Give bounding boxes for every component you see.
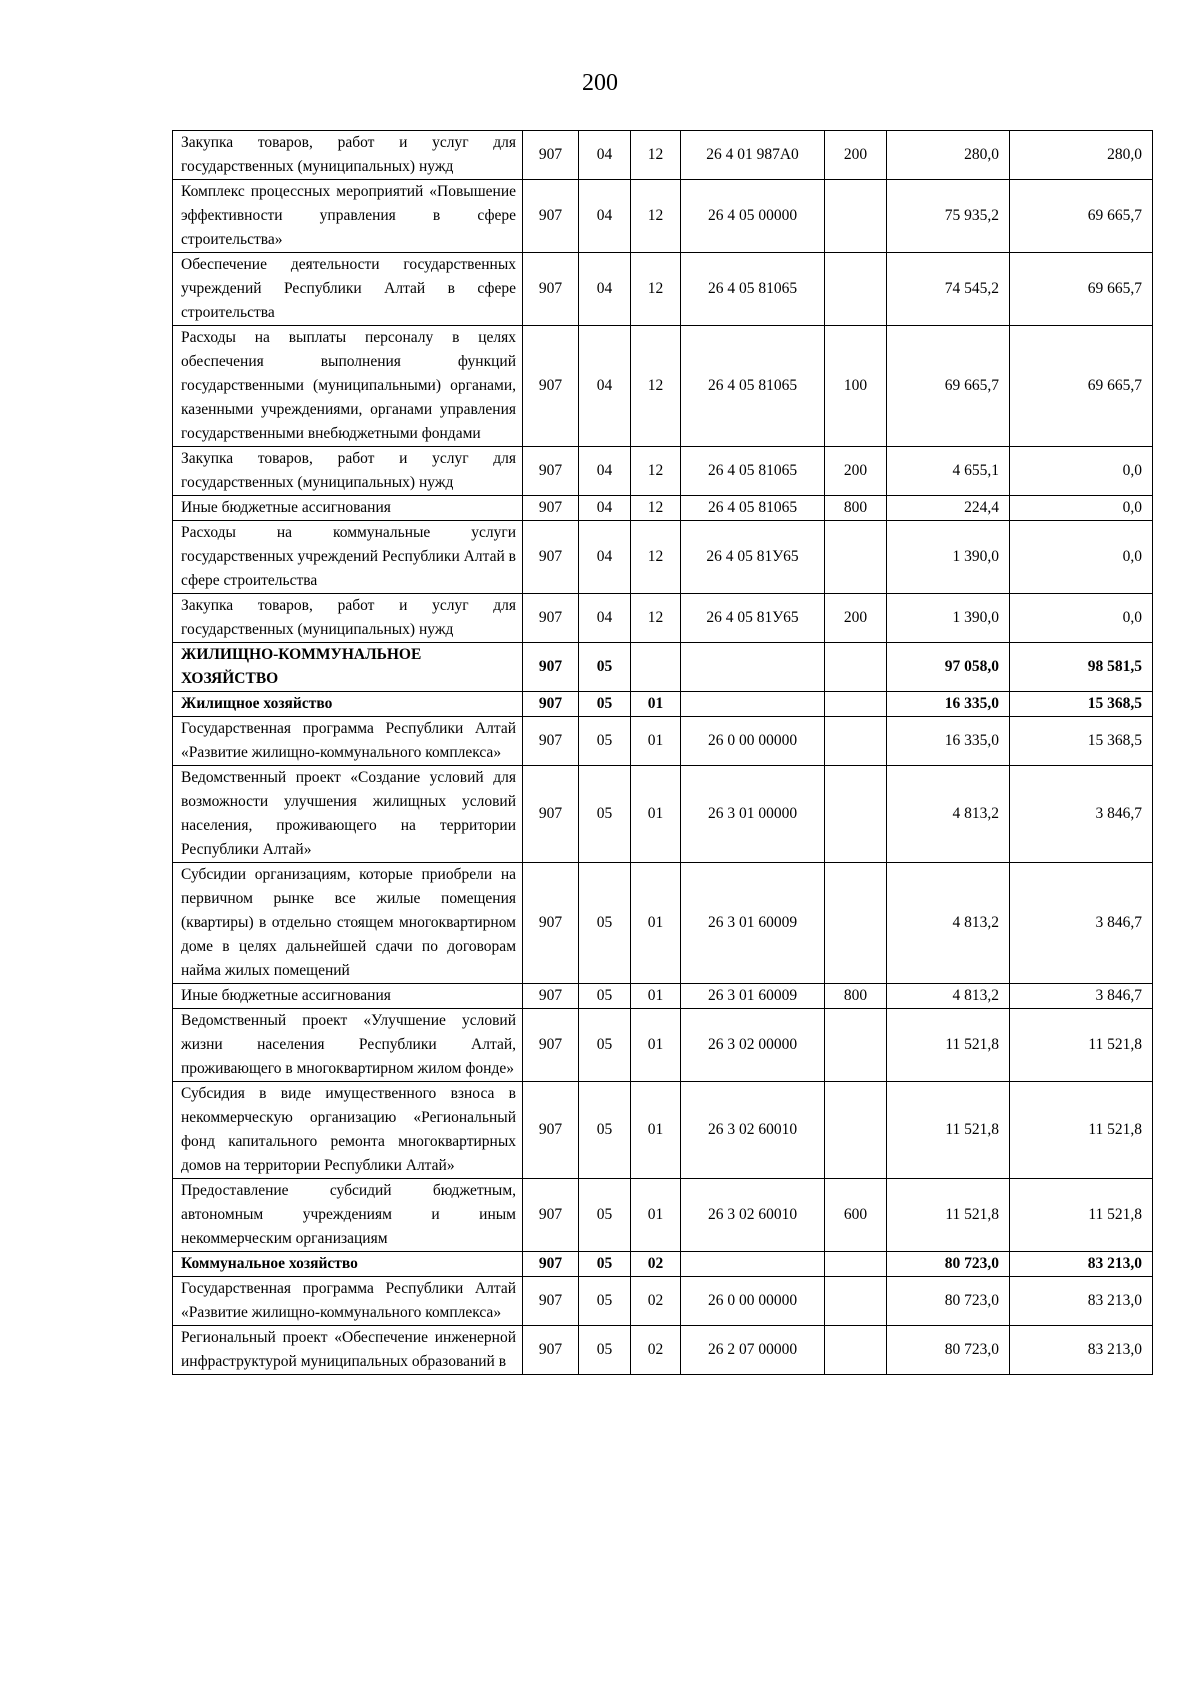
- row-csr-cell: 26 3 02 00000: [681, 1009, 825, 1082]
- row-name-cell: Иные бюджетные ассигнования: [173, 496, 523, 521]
- row-pr-cell: 12: [631, 253, 681, 326]
- row-name-cell: Коммунальное хозяйство: [173, 1252, 523, 1277]
- table-row: [173, 326, 1153, 447]
- row-sum-2024-cell: 80 723,0: [887, 1252, 1010, 1277]
- row-csr-cell: 26 3 02 60010: [681, 1179, 825, 1252]
- row-sum-2024-cell: 224,4: [887, 496, 1010, 521]
- row-rz-cell: 05: [579, 717, 631, 766]
- row-sum-2025-cell: 0,0: [1010, 594, 1153, 643]
- row-rz-cell: 04: [579, 496, 631, 521]
- row-name-cell: Расходы на выплаты персоналу в целях обеспечения выполнения функций государственными (муниципальными) органами, казенными учреждениями, органами управления государственными внебюджетными фондами: [173, 326, 523, 447]
- row-name-cell: Закупка товаров, работ и услуг для государственных (муниципальных) нужд: [173, 447, 523, 496]
- row-sum-2024-cell: 4 813,2: [887, 984, 1010, 1009]
- row-gr-cell: 907: [523, 1252, 579, 1277]
- row-sum-2024-cell: 80 723,0: [887, 1326, 1010, 1375]
- row-sum-2024-cell: 97 058,0: [887, 643, 1010, 692]
- row-csr-cell: 26 4 05 81065: [681, 496, 825, 521]
- row-csr-cell: 26 4 05 00000: [681, 180, 825, 253]
- row-pr-cell: 01: [631, 1082, 681, 1179]
- row-sum-2025-cell: 3 846,7: [1010, 984, 1153, 1009]
- row-pr-cell: 12: [631, 447, 681, 496]
- row-sum-2025-cell: 83 213,0: [1010, 1326, 1153, 1375]
- row-csr-cell: [681, 643, 825, 692]
- row-name-cell: Ведомственный проект «Создание условий для возможности улучшения жилищных условий населения, проживающего на территории Республики Алтай»: [173, 766, 523, 863]
- row-sum-2025-cell: 69 665,7: [1010, 180, 1153, 253]
- row-pr-cell: 01: [631, 1179, 681, 1252]
- row-rz-cell: 05: [579, 863, 631, 984]
- row-name-cell: Предоставление субсидий бюджетным, автономным учреждениям и иным некоммерческим организациям: [173, 1179, 523, 1252]
- row-gr-cell: 907: [523, 1009, 579, 1082]
- row-name-cell: Иные бюджетные ассигнования: [173, 984, 523, 1009]
- row-sum-2025-cell: 11 521,8: [1010, 1082, 1153, 1179]
- table-row: [173, 447, 1153, 496]
- row-name-cell: Обеспечение деятельности государственных учреждений Республики Алтай в сфере строительства: [173, 253, 523, 326]
- row-vr-cell: 600: [825, 1179, 887, 1252]
- row-name-cell: Государственная программа Республики Алтай «Развитие жилищно-коммунального комплекса»: [173, 717, 523, 766]
- row-vr-cell: [825, 521, 887, 594]
- table-body: [173, 131, 1153, 1375]
- row-pr-cell: 12: [631, 594, 681, 643]
- row-sum-2024-cell: 4 813,2: [887, 863, 1010, 984]
- row-gr-cell: 907: [523, 1082, 579, 1179]
- row-vr-cell: [825, 1082, 887, 1179]
- row-vr-cell: 200: [825, 594, 887, 643]
- row-sum-2025-cell: 83 213,0: [1010, 1277, 1153, 1326]
- row-rz-cell: 04: [579, 594, 631, 643]
- row-csr-cell: 26 0 00 00000: [681, 1277, 825, 1326]
- row-pr-cell: 02: [631, 1277, 681, 1326]
- row-sum-2024-cell: 11 521,8: [887, 1179, 1010, 1252]
- row-gr-cell: 907: [523, 253, 579, 326]
- row-vr-cell: [825, 863, 887, 984]
- row-sum-2024-cell: 4 655,1: [887, 447, 1010, 496]
- row-vr-cell: [825, 253, 887, 326]
- row-name-cell: Жилищное хозяйство: [173, 692, 523, 717]
- row-name-cell: Закупка товаров, работ и услуг для государственных (муниципальных) нужд: [173, 594, 523, 643]
- row-csr-cell: 26 4 05 81065: [681, 326, 825, 447]
- row-sum-2025-cell: 15 368,5: [1010, 717, 1153, 766]
- row-name-cell: Региональный проект «Обеспечение инженерной инфраструктурой муниципальных образований в: [173, 1326, 523, 1375]
- row-gr-cell: 907: [523, 1179, 579, 1252]
- row-rz-cell: 05: [579, 1277, 631, 1326]
- row-csr-cell: 26 4 05 81У65: [681, 594, 825, 643]
- table-row: [173, 253, 1153, 326]
- row-sum-2025-cell: 11 521,8: [1010, 1179, 1153, 1252]
- row-csr-cell: 26 3 01 60009: [681, 984, 825, 1009]
- row-vr-cell: [825, 766, 887, 863]
- row-csr-cell: [681, 1252, 825, 1277]
- row-rz-cell: 04: [579, 521, 631, 594]
- row-pr-cell: 12: [631, 521, 681, 594]
- row-vr-cell: 200: [825, 131, 887, 180]
- table-row: [173, 496, 1153, 521]
- row-vr-cell: [825, 643, 887, 692]
- table-row: [173, 1252, 1153, 1277]
- row-rz-cell: 04: [579, 131, 631, 180]
- row-gr-cell: 907: [523, 984, 579, 1009]
- row-csr-cell: 26 4 05 81065: [681, 447, 825, 496]
- row-gr-cell: 907: [523, 594, 579, 643]
- row-csr-cell: 26 4 05 81У65: [681, 521, 825, 594]
- row-name-cell: Комплекс процессных мероприятий «Повышение эффективности управления в сфере строительства»: [173, 180, 523, 253]
- table-row: [173, 766, 1153, 863]
- table-row: [173, 1277, 1153, 1326]
- table-row: [173, 1326, 1153, 1375]
- row-vr-cell: [825, 692, 887, 717]
- row-pr-cell: 12: [631, 326, 681, 447]
- row-sum-2025-cell: 0,0: [1010, 496, 1153, 521]
- table-row: [173, 180, 1153, 253]
- row-pr-cell: 12: [631, 180, 681, 253]
- row-sum-2024-cell: 11 521,8: [887, 1009, 1010, 1082]
- row-gr-cell: 907: [523, 863, 579, 984]
- row-sum-2025-cell: 11 521,8: [1010, 1009, 1153, 1082]
- row-name-cell: Расходы на коммунальные услуги государственных учреждений Республики Алтай в сфере строительства: [173, 521, 523, 594]
- row-csr-cell: 26 4 05 81065: [681, 253, 825, 326]
- row-rz-cell: 05: [579, 1082, 631, 1179]
- row-csr-cell: 26 3 01 00000: [681, 766, 825, 863]
- row-sum-2025-cell: 83 213,0: [1010, 1252, 1153, 1277]
- row-sum-2024-cell: 69 665,7: [887, 326, 1010, 447]
- row-gr-cell: 907: [523, 447, 579, 496]
- row-gr-cell: 907: [523, 766, 579, 863]
- row-csr-cell: 26 0 00 00000: [681, 717, 825, 766]
- table-row: [173, 1009, 1153, 1082]
- table-row: [173, 984, 1153, 1009]
- row-gr-cell: 907: [523, 326, 579, 447]
- row-sum-2024-cell: 80 723,0: [887, 1277, 1010, 1326]
- row-sum-2024-cell: 74 545,2: [887, 253, 1010, 326]
- row-sum-2025-cell: 3 846,7: [1010, 863, 1153, 984]
- row-rz-cell: 05: [579, 643, 631, 692]
- table-row: [173, 131, 1153, 180]
- row-name-cell: Закупка товаров, работ и услуг для государственных (муниципальных) нужд: [173, 131, 523, 180]
- row-vr-cell: 100: [825, 326, 887, 447]
- row-rz-cell: 05: [579, 692, 631, 717]
- row-pr-cell: 01: [631, 766, 681, 863]
- row-pr-cell: 01: [631, 692, 681, 717]
- row-pr-cell: 01: [631, 984, 681, 1009]
- row-sum-2024-cell: 1 390,0: [887, 594, 1010, 643]
- row-name-cell: Государственная программа Республики Алтай «Развитие жилищно-коммунального комплекса»: [173, 1277, 523, 1326]
- row-pr-cell: 01: [631, 1009, 681, 1082]
- row-rz-cell: 05: [579, 766, 631, 863]
- row-name-cell: Субсидии организациям, которые приобрели на первичном рынке все жилые помещения (квартиры) в отдельно стоящем многоквартирном доме в целях дальнейшей сдачи по договорам найма жилых помещений: [173, 863, 523, 984]
- table-row: [173, 521, 1153, 594]
- row-sum-2024-cell: 280,0: [887, 131, 1010, 180]
- table-row: [173, 643, 1153, 692]
- table-row: [173, 692, 1153, 717]
- table-row: [173, 594, 1153, 643]
- row-sum-2024-cell: 11 521,8: [887, 1082, 1010, 1179]
- page-number: 200: [582, 70, 618, 96]
- row-rz-cell: 04: [579, 180, 631, 253]
- row-pr-cell: [631, 643, 681, 692]
- row-rz-cell: 05: [579, 1326, 631, 1375]
- row-vr-cell: [825, 717, 887, 766]
- row-sum-2025-cell: 69 665,7: [1010, 326, 1153, 447]
- row-gr-cell: 907: [523, 131, 579, 180]
- row-rz-cell: 04: [579, 326, 631, 447]
- row-sum-2024-cell: 16 335,0: [887, 692, 1010, 717]
- row-gr-cell: 907: [523, 1277, 579, 1326]
- row-sum-2025-cell: 280,0: [1010, 131, 1153, 180]
- row-gr-cell: 907: [523, 692, 579, 717]
- table-row: [173, 1179, 1153, 1252]
- row-gr-cell: 907: [523, 521, 579, 594]
- row-vr-cell: [825, 1326, 887, 1375]
- row-vr-cell: 800: [825, 496, 887, 521]
- row-pr-cell: 01: [631, 863, 681, 984]
- row-vr-cell: [825, 1009, 887, 1082]
- row-pr-cell: 12: [631, 496, 681, 521]
- row-vr-cell: 200: [825, 447, 887, 496]
- row-csr-cell: [681, 692, 825, 717]
- row-csr-cell: 26 3 02 60010: [681, 1082, 825, 1179]
- row-sum-2024-cell: 16 335,0: [887, 717, 1010, 766]
- row-gr-cell: 907: [523, 180, 579, 253]
- row-pr-cell: 12: [631, 131, 681, 180]
- row-rz-cell: 05: [579, 1179, 631, 1252]
- row-sum-2024-cell: 1 390,0: [887, 521, 1010, 594]
- row-gr-cell: 907: [523, 717, 579, 766]
- row-vr-cell: [825, 180, 887, 253]
- row-sum-2025-cell: 69 665,7: [1010, 253, 1153, 326]
- row-rz-cell: 05: [579, 984, 631, 1009]
- row-sum-2025-cell: 0,0: [1010, 447, 1153, 496]
- row-sum-2025-cell: 3 846,7: [1010, 766, 1153, 863]
- row-pr-cell: 01: [631, 717, 681, 766]
- row-gr-cell: 907: [523, 643, 579, 692]
- row-pr-cell: 02: [631, 1252, 681, 1277]
- row-gr-cell: 907: [523, 496, 579, 521]
- row-name-cell: Ведомственный проект «Улучшение условий жизни населения Республики Алтай, проживающего в многоквартирном жилом фонде»: [173, 1009, 523, 1082]
- row-rz-cell: 05: [579, 1252, 631, 1277]
- row-sum-2025-cell: 15 368,5: [1010, 692, 1153, 717]
- row-pr-cell: 02: [631, 1326, 681, 1375]
- row-sum-2024-cell: 4 813,2: [887, 766, 1010, 863]
- row-csr-cell: 26 2 07 00000: [681, 1326, 825, 1375]
- row-vr-cell: [825, 1252, 887, 1277]
- row-sum-2024-cell: 75 935,2: [887, 180, 1010, 253]
- row-vr-cell: 800: [825, 984, 887, 1009]
- row-gr-cell: 907: [523, 1326, 579, 1375]
- row-name-cell: Субсидия в виде имущественного взноса в некоммерческую организацию «Региональный фонд капитального ремонта многоквартирных домов на территории Республики Алтай»: [173, 1082, 523, 1179]
- row-name-cell: ЖИЛИЩНО-КОММУНАЛЬНОЕ ХОЗЯЙСТВО: [173, 643, 523, 692]
- table-row: [173, 1082, 1153, 1179]
- table-row: [173, 863, 1153, 984]
- row-rz-cell: 05: [579, 1009, 631, 1082]
- row-csr-cell: 26 4 01 987А0: [681, 131, 825, 180]
- table-row: [173, 717, 1153, 766]
- row-csr-cell: 26 3 01 60009: [681, 863, 825, 984]
- row-sum-2025-cell: 98 581,5: [1010, 643, 1153, 692]
- row-vr-cell: [825, 1277, 887, 1326]
- row-rz-cell: 04: [579, 253, 631, 326]
- row-sum-2025-cell: 0,0: [1010, 521, 1153, 594]
- row-rz-cell: 04: [579, 447, 631, 496]
- budget-table: [172, 130, 1153, 1375]
